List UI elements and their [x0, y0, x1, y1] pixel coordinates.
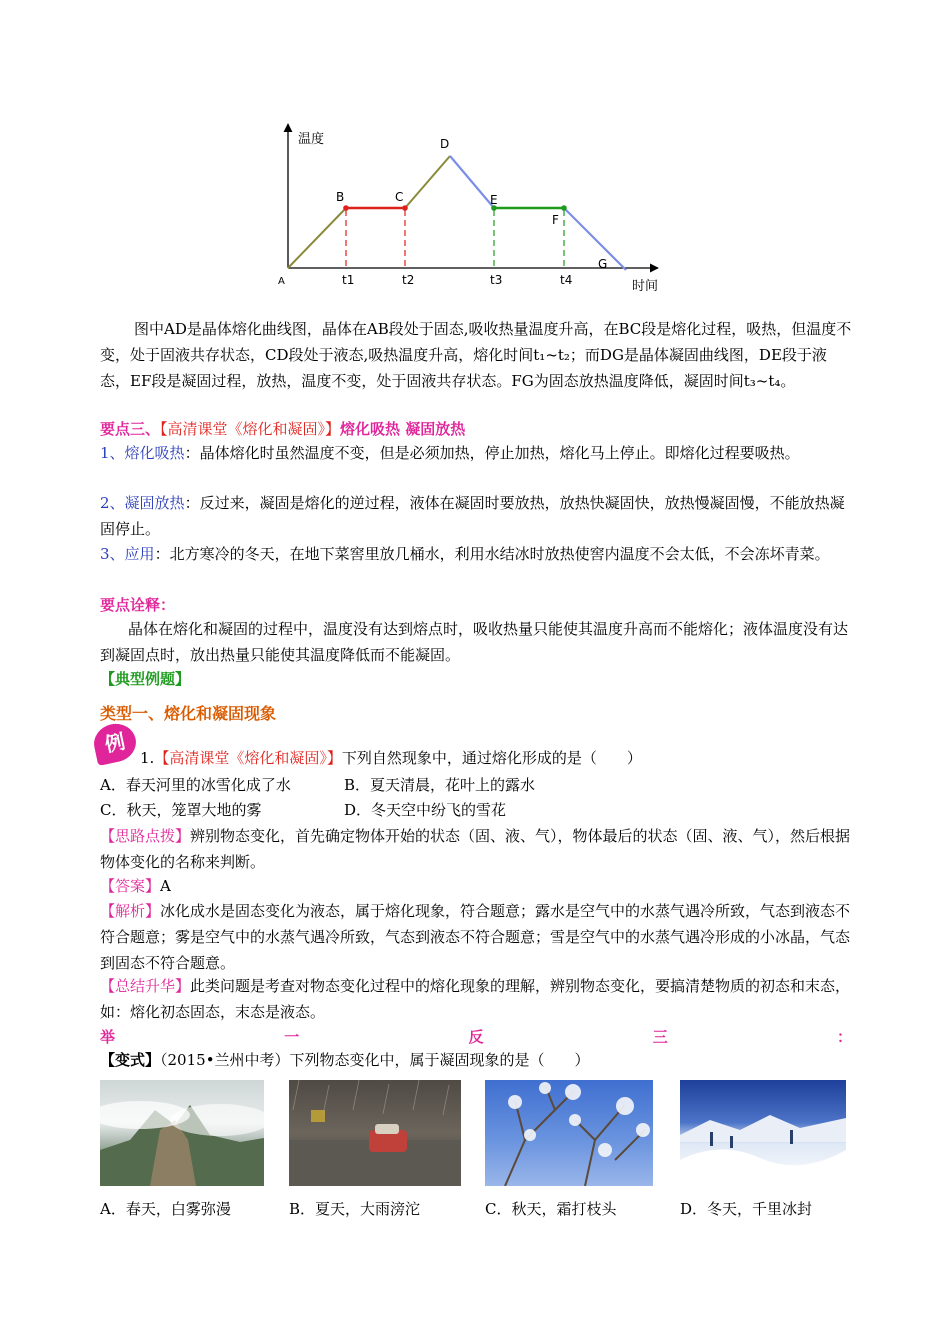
segment-fg	[564, 208, 626, 270]
intro-paragraph: 图中AD是晶体熔化曲线图，晶体在AB段处于固态,吸收热量温度升高，在BC段是熔化过程，吸热，但温度不变，处于固液共存状态，CD段处于液态,吸热温度升高，熔化时间t₁~t₂；而DG是晶体凝固曲线图，DE段于液态，EF段是凝固过程，放热，温度不变，处于固液共存状态。FG为固态放热温度降低，凝固时间t₃~t₄。	[100, 320, 852, 390]
y-axis-label: 温度	[298, 132, 325, 147]
example-question: 1.【高清课堂《熔化和凝固》】下列自然现象中，通过熔化形成的是（ ）	[140, 749, 642, 767]
photo-fog-mountain[interactable]	[100, 1080, 264, 1186]
juyi-fansan-heading: 举 一 反 三 ：	[100, 1028, 852, 1046]
note-title: 要点诠释：	[100, 596, 176, 614]
tick-t2: t2	[402, 273, 415, 287]
option-a[interactable]: A．春天河里的冰雪化成了水	[100, 776, 291, 794]
variant-question: 【变式】（2015•兰州中考）下列物态变化中，属于凝固现象的是（ ）	[100, 1051, 590, 1069]
option-c[interactable]: C．秋天，笼罩大地的雾	[100, 801, 262, 819]
option-d[interactable]: D．冬天空中纷飞的雪花	[344, 801, 507, 819]
example-options-row-1	[100, 772, 852, 798]
segment-ab	[288, 208, 346, 268]
point-c-dot	[402, 205, 408, 211]
example-badge: 例	[91, 720, 140, 766]
tick-t1: t1	[342, 273, 355, 287]
x-axis-label: 时间	[632, 279, 659, 294]
point-e: E	[490, 193, 498, 207]
caption-a[interactable]: A．春天，白雾弥漫	[100, 1200, 231, 1218]
item-3: 3、应用：北方寒冷的冬天，在地下菜窖里放几桶水，利用水结冰时放热使窖内温度不会太低，不会冻坏青菜。	[100, 545, 830, 563]
section3-heading: 要点三、【高清课堂《熔化和凝固》】熔化吸热 凝固放热	[100, 420, 466, 438]
point-c: C	[395, 190, 404, 204]
point-b: B	[336, 190, 345, 204]
point-a: A	[278, 276, 285, 287]
photo-ice-snow[interactable]	[680, 1080, 846, 1186]
point-d: D	[440, 137, 450, 151]
point-f: F	[552, 213, 559, 227]
option-b[interactable]: B．夏天清晨，花叶上的露水	[344, 776, 536, 794]
caption-c[interactable]: C．秋天，霜打枝头	[485, 1200, 617, 1218]
example-summary: 【总结升华】此类问题是考查对物态变化过程中的熔化现象的理解，辨别物态变化，要搞清楚物质的初态和末态，如：熔化初态固态，末态是液态。	[100, 977, 851, 1021]
segment-de	[450, 156, 494, 208]
note-text: 晶体在熔化和凝固的过程中，温度没有达到熔点时，吸收热量只能使其温度升高而不能熔化；液体温度没有达到凝固点时，放出热量只能使其温度降低而不能凝固。	[100, 620, 849, 664]
example-analysis: 【解析】冰化成水是固态变化为液态，属于熔化现象，符合题意；露水是空气中的水蒸气遇冷所致，气态到液态不符合题意；雾是空气中的水蒸气遇冷所致，气态到液态不符合题意；雪是空气中的水蒸气遇冷形成的小冰晶，气态到固态不符合题意。	[100, 902, 851, 972]
tick-t4: t4	[560, 273, 573, 287]
photo-frost-branches[interactable]	[485, 1080, 653, 1186]
example-answer: 【答案】A	[100, 877, 171, 895]
point-b-dot	[343, 205, 349, 211]
example-options-row-2	[100, 797, 852, 823]
photo-heavy-rain[interactable]	[289, 1080, 461, 1186]
type1-heading: 类型一、熔化和凝固现象	[100, 704, 277, 723]
point-g: G	[598, 257, 608, 271]
item-1: 1、熔化吸热：晶体熔化时虽然温度不变，但是必须加热，停止加热，熔化马上停止。即熔化过程要吸热。	[100, 444, 800, 462]
caption-d[interactable]: D．冬天，千里冰封	[680, 1200, 813, 1218]
melting-solidifying-chart	[270, 118, 670, 300]
example-hint: 【思路点拨】辨别物态变化，首先确定物体开始的状态（固、液、气），物体最后的状态（固、液、气），然后根据物体变化的名称来判断。	[100, 827, 851, 871]
item-2: 2、凝固放热：反过来，凝固是熔化的逆过程，液体在凝固时要放热，放热快凝固快，放热慢凝固慢，不能放热凝固停止。	[100, 494, 845, 538]
point-f-dot	[561, 205, 567, 211]
typical-examples-heading: 【典型例题】	[100, 670, 191, 688]
caption-b[interactable]: B．夏天，大雨滂沱	[289, 1200, 421, 1218]
segment-cd	[405, 156, 450, 208]
tick-t3: t3	[490, 273, 503, 287]
